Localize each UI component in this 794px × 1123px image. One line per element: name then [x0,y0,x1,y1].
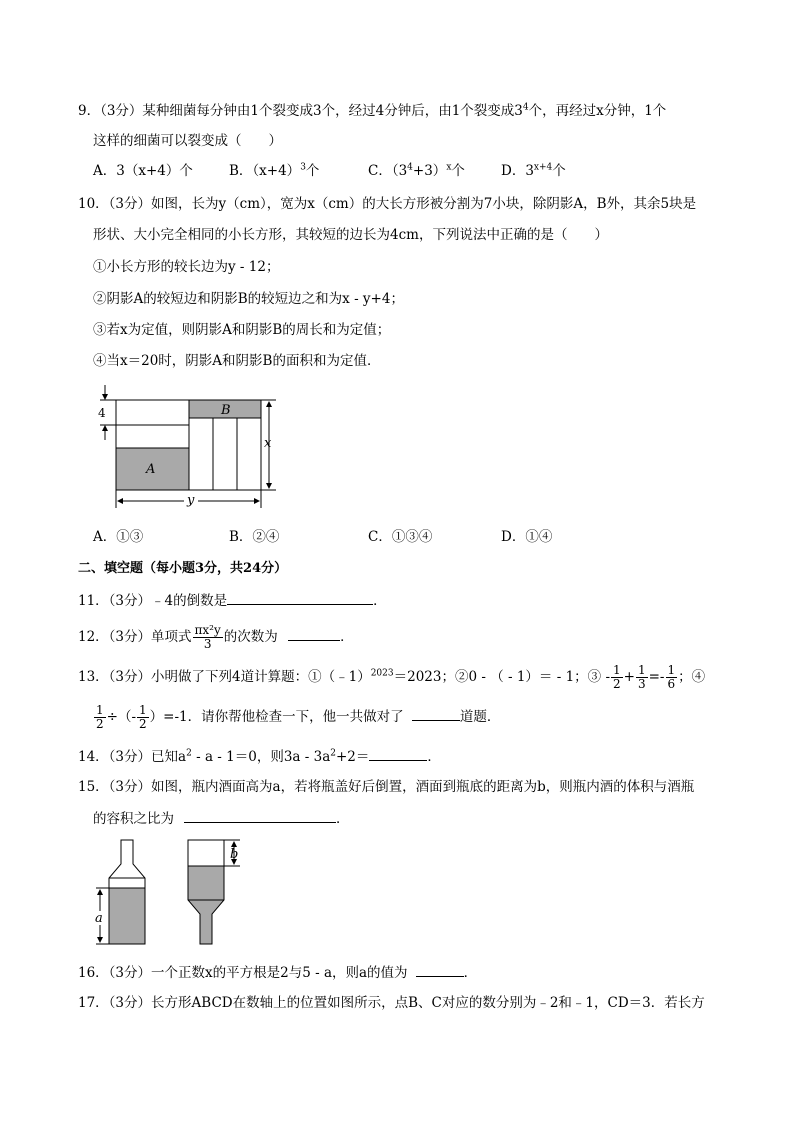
q16: 16．（3分）一个正数x的平方根是2与5 - a，则a的值为 ． [78,962,477,983]
q9-line1: 9．（3分）某种细菌每分钟由1个裂变成3个，经过4分钟后，由1个裂变成$3^4$个，再经过x分钟，1个 [78,102,667,119]
fig-label-b: B [221,403,231,418]
fig-label-a: A [146,462,156,477]
q10-rectangle-figure [88,380,288,515]
q10-option-a: A．①③ [93,529,144,545]
q9-option-a: A．3（x+4）个 [93,163,193,179]
q12-fraction: $\frac{\text{πx²y}}{3}$ [194,623,221,651]
fig-label-y: y [187,493,195,508]
upright-bottle-wine [109,888,145,944]
q10-statement-1: ①小长方形的较长边为y - 12； [93,259,280,275]
q11-answer-blank[interactable] [227,590,373,605]
q10-option-c: C．①③④ [368,529,433,545]
q9-option-b: B．$(x+4)^3$个 [229,162,320,179]
q10-statement-2: ②阴影A的较短边和阴影B的较短边之和为x - y+4； [93,291,404,307]
q9-option-c: C．$(3^4+3)^x$个 [368,162,465,179]
q9-line2: 这样的细菌可以裂变成（ ） [93,133,282,149]
q10-statement-3: ③若x为定值，则阴影A和阴影B的周长和为定值； [93,322,391,338]
q9-option-d: D．$3^{x+4}$个 [501,162,566,179]
q10-option-d: D．①④ [501,529,553,545]
q13-line2: $\frac{1}{2}$ ÷（- $\frac{1}{2}$ ）=-1．请你帮他检查一下，他一共做对了 道题． [96,703,501,731]
section-2-heading: 二、填空题（每小题3分，共24分） [78,561,288,576]
q17-line1: 17．（3分）长方形ABCD在数轴上的位置如图所示，点B、C对应的数分别为﹣2和﹣1，CD＝3．若长方 [78,995,705,1011]
q10-statement-4: ④当x＝20时，阴影A和阴影B的面积和为定值． [93,353,381,369]
q12-answer-blank[interactable] [288,626,340,641]
fig-label-a: a [95,911,103,926]
q11: 11．（3分）﹣4的倒数是 ． [78,590,387,611]
q12: 12．（3分）单项式 $\frac{\text{πx²y}}{3}$ 的次数为 ． [78,623,354,651]
q15-answer-blank[interactable] [184,808,336,823]
q10-line1: 10．（3分）如图，长为y（cm），宽为x（cm）的大长方形被分割为7小块，除阴影A，B外，其余5块是 [78,196,697,212]
q14-answer-blank[interactable] [369,746,427,761]
q15-bottle-figure [88,838,278,950]
q15-line2: 的容积之比为 ． [93,808,350,829]
q14: 14．（3分）已知$a^2 - a - 1=0$，则$3a - 3a^2+2=$ ． [78,746,441,767]
q13-answer-blank[interactable] [412,706,460,721]
fig-label-4: 4 [98,406,106,420]
q10-line2: 形状、大小完全相同的小长方形，其较短的边长为4cm，下列说法中正确的是（ ） [93,227,608,243]
fig-label-b: b [230,847,239,862]
q13-line1: 13．（3分）小明做了下列4道计算题：①（﹣1）$^{2023}$＝2023；②0 - （ - 1）＝ - 1；③ - $\frac{1}{2}$ + $\frac{1}{3}$ =- $\frac{1}{6}$ ；④ [78,663,706,691]
q16-answer-blank[interactable] [416,962,464,977]
q10-option-b: B．②④ [229,529,280,545]
q15-line1: 15．（3分）如图，瓶内酒面高为a，若将瓶盖好后倒置，酒面到瓶底的距离为b，则瓶内酒的体积与酒瓶 [78,779,695,795]
fig-label-x: x [264,436,272,451]
